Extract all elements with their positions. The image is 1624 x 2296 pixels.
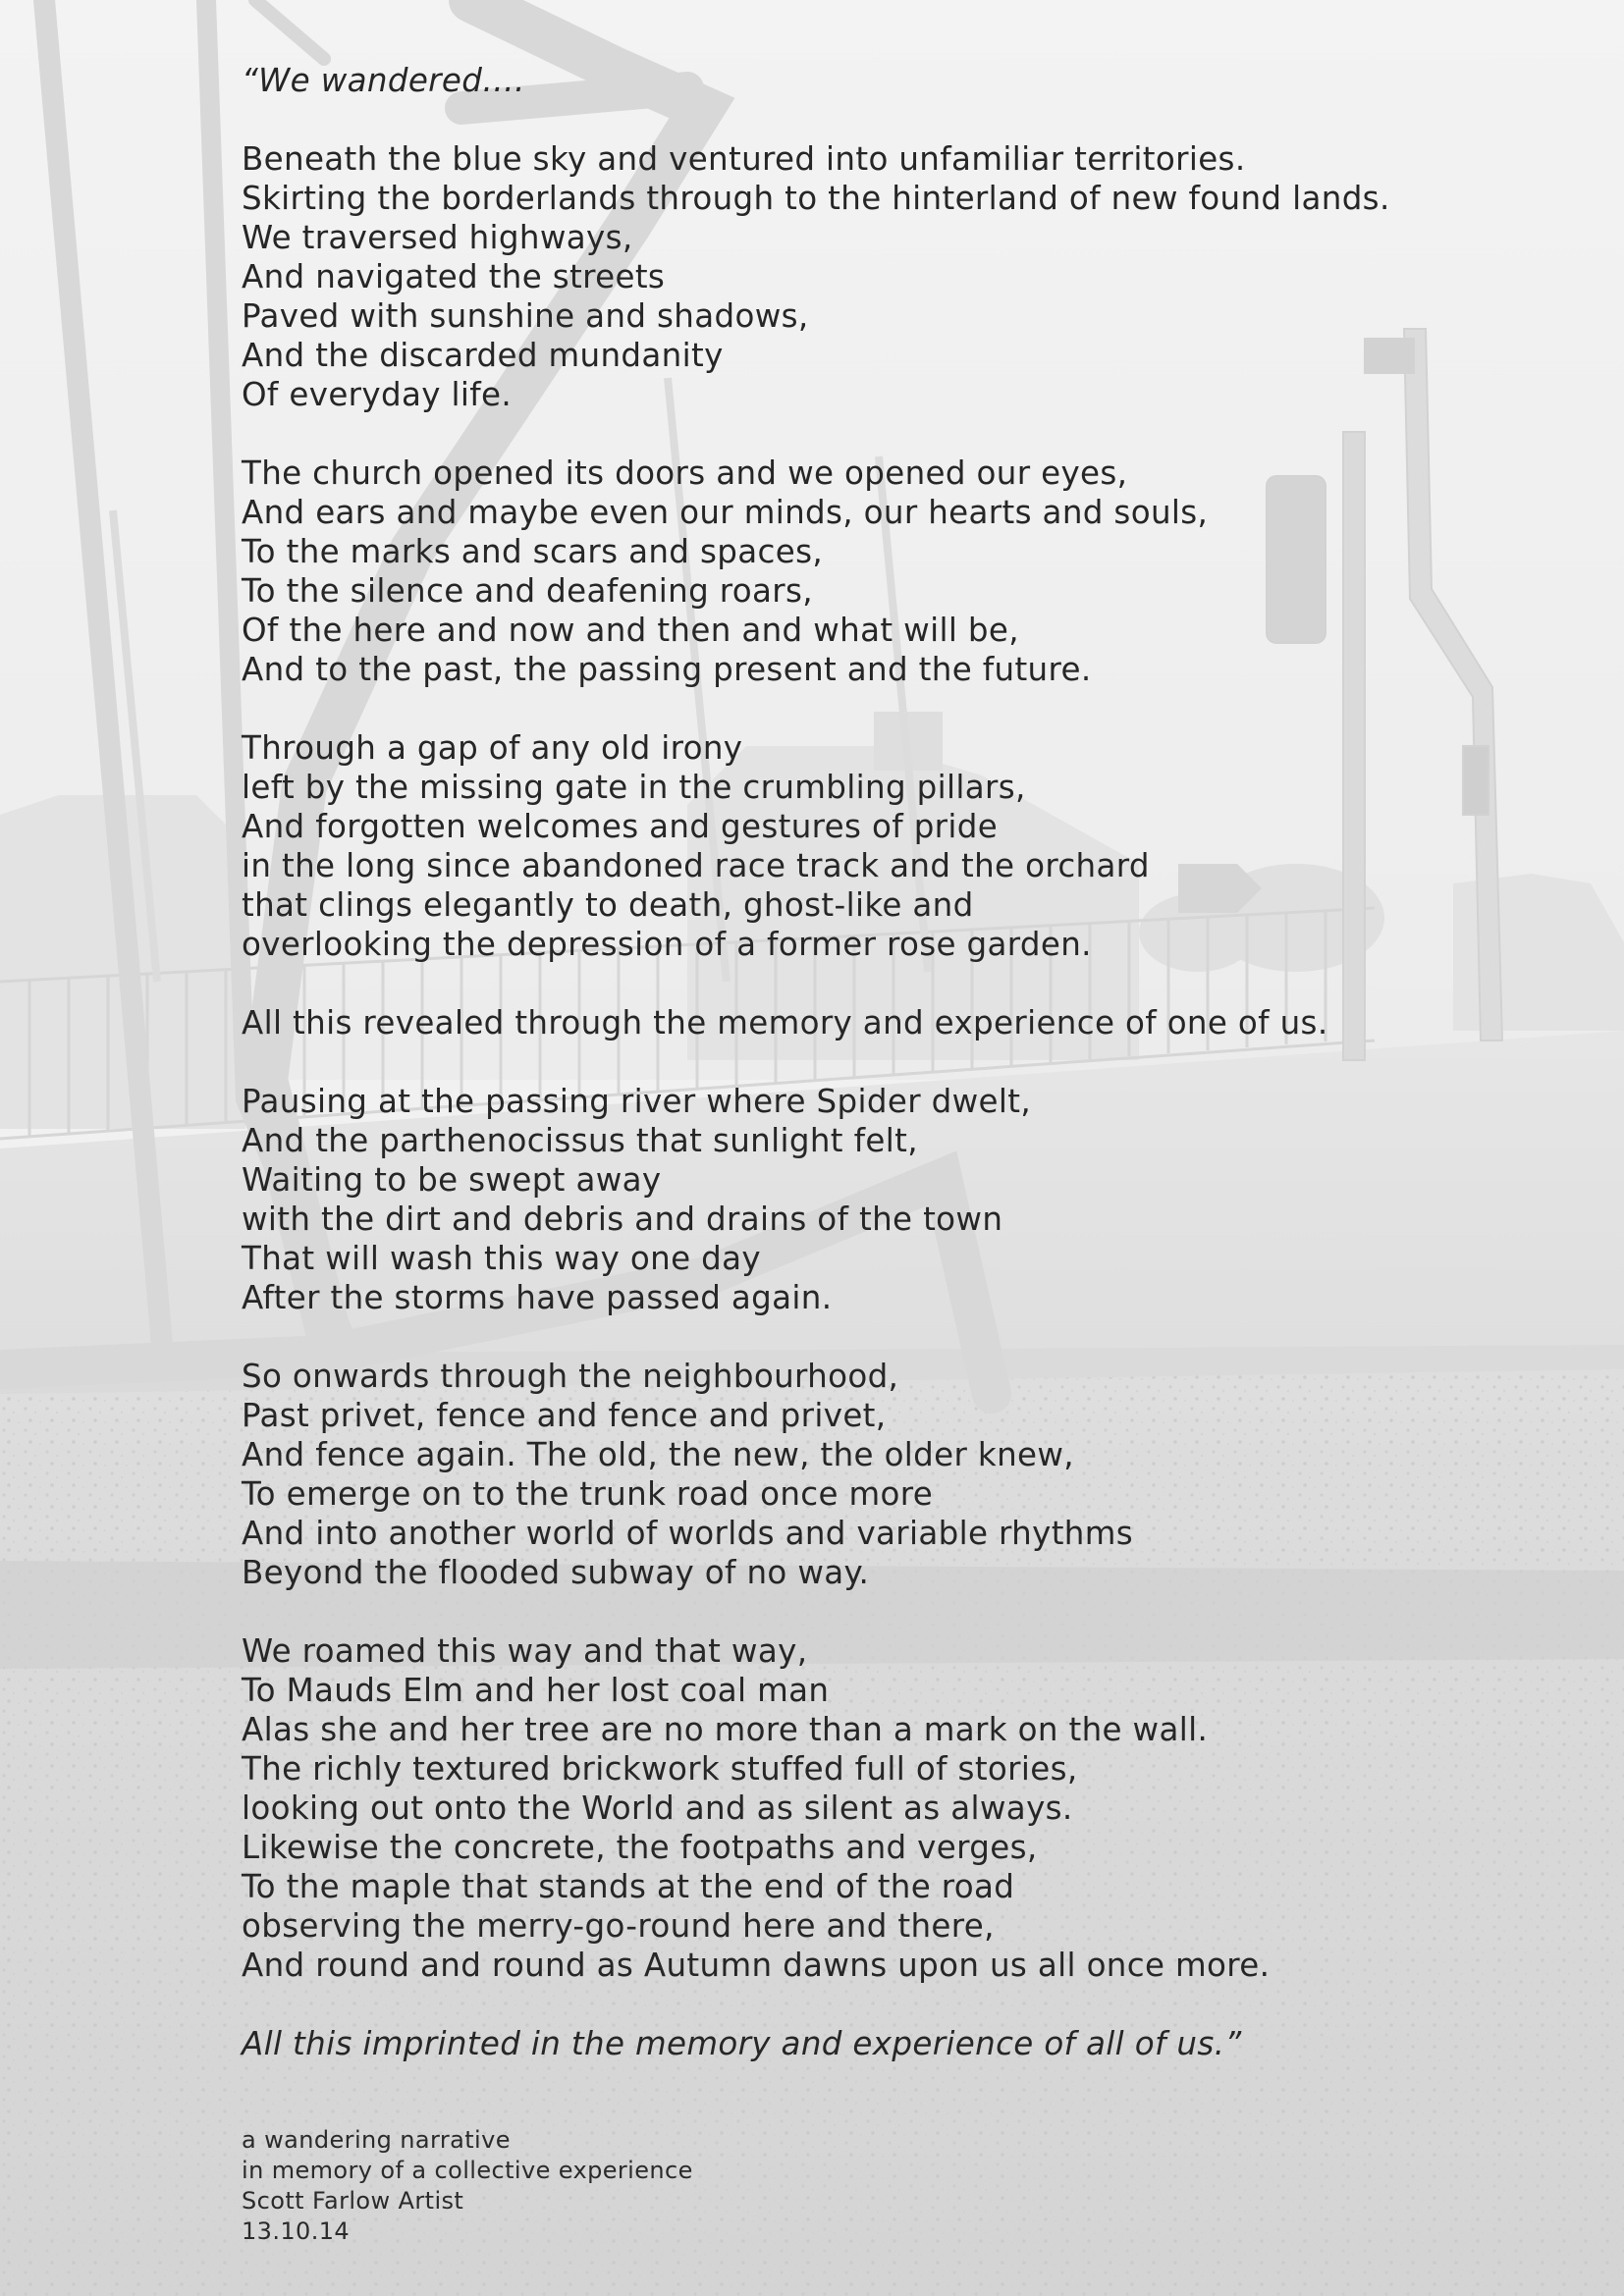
poem-line: Beyond the flooded subway of no way. bbox=[242, 1554, 870, 1591]
poem-line: And the parthenocissus that sunlight felt, bbox=[242, 1122, 918, 1159]
poem-line: And to the past, the passing present and the future. bbox=[242, 651, 1092, 688]
poem-line: To the silence and deafening roars, bbox=[242, 572, 813, 610]
poem-line: And forgotten welcomes and gestures of pride bbox=[242, 808, 999, 845]
poem-line: Likewise the concrete, the footpaths and verges, bbox=[242, 1829, 1038, 1866]
poem-line: Alas she and her tree are no more than a mark on the wall. bbox=[242, 1711, 1209, 1748]
poem-line: To the maple that stands at the end of the road bbox=[242, 1868, 1015, 1905]
poem-line: Past privet, fence and fence and privet, bbox=[242, 1397, 887, 1434]
poem-line: in the long since abandoned race track and the orchard bbox=[242, 847, 1150, 884]
poem-line: And the discarded mundanity bbox=[242, 337, 724, 374]
stanza-7 bbox=[242, 1631, 1577, 1985]
poem-line: Through a gap of any old irony bbox=[242, 729, 743, 767]
stanza-5 bbox=[242, 1082, 1577, 1317]
poem-line: And ears and maybe even our minds, our hearts and souls, bbox=[242, 494, 1209, 531]
poem-line: To Mauds Elm and her lost coal man bbox=[242, 1672, 830, 1709]
poem-line: The richly textured brickwork stuffed full of stories, bbox=[242, 1750, 1078, 1788]
poem-line: Pausing at the passing river where Spider dwelt, bbox=[242, 1083, 1032, 1120]
poem-line: looking out onto the World and as silent as always. bbox=[242, 1789, 1073, 1827]
poem-line: To the marks and scars and spaces, bbox=[242, 533, 824, 570]
poem-line: And round and round as Autumn dawns upon us all once more. bbox=[242, 1947, 1271, 1984]
artist-credit: Scott Farlow Artist bbox=[242, 2187, 464, 2215]
stanza-2 bbox=[242, 454, 1577, 689]
poem-line: And fence again. The old, the new, the older knew, bbox=[242, 1436, 1074, 1473]
poem-line: Waiting to be swept away bbox=[242, 1161, 662, 1199]
date: 13.10.14 bbox=[242, 2217, 351, 2245]
poem-line: We roamed this way and that way, bbox=[242, 1632, 808, 1670]
poem-line: Paved with sunshine and shadows, bbox=[242, 297, 809, 335]
poem-line: So onwards through the neighbourhood, bbox=[242, 1358, 899, 1395]
poem-line: Of everyday life. bbox=[242, 376, 513, 413]
stanza-6 bbox=[242, 1357, 1577, 1592]
stanza-3 bbox=[242, 728, 1577, 964]
credit-line: a wandering narrative bbox=[242, 2126, 511, 2154]
poem-line: The church opened its doors and we opened our eyes, bbox=[242, 454, 1128, 492]
stanza-4 bbox=[242, 1003, 1577, 1042]
poem-line: Beneath the blue sky and ventured into unfamiliar territories. bbox=[242, 140, 1246, 178]
poem-line: All this revealed through the memory and experience of one of us. bbox=[242, 1004, 1328, 1041]
poem-line: Skirting the borderlands through to the hinterland of new found lands. bbox=[242, 180, 1390, 217]
poem-line: left by the missing gate in the crumbling pillars, bbox=[242, 769, 1026, 806]
poem-line: After the storms have passed again. bbox=[242, 1279, 833, 1316]
credit-block bbox=[242, 2125, 693, 2247]
poem-line: And into another world of worlds and variable rhythms bbox=[242, 1515, 1134, 1552]
poem-line: That will wash this way one day bbox=[242, 1240, 761, 1277]
poem-closing: All this imprinted in the memory and experience of all of us.” bbox=[242, 2025, 1242, 2062]
poem-line: Of the here and now and then and what will be, bbox=[242, 612, 1019, 649]
poem bbox=[242, 61, 1577, 2063]
poem-line: And navigated the streets bbox=[242, 258, 666, 295]
stanza-1 bbox=[242, 139, 1577, 414]
poem-line: observing the merry-go-round here and there, bbox=[242, 1907, 995, 1945]
poem-line: We traversed highways, bbox=[242, 219, 633, 256]
poem-intro: “We wandered…. bbox=[242, 62, 525, 99]
credit-line: in memory of a collective experience bbox=[242, 2157, 693, 2184]
poem-line: that clings elegantly to death, ghost-like and bbox=[242, 886, 974, 924]
poem-line: with the dirt and debris and drains of the town bbox=[242, 1201, 1003, 1238]
poem-line: To emerge on to the trunk road once more bbox=[242, 1475, 934, 1513]
poem-line: overlooking the depression of a former rose garden. bbox=[242, 926, 1092, 963]
